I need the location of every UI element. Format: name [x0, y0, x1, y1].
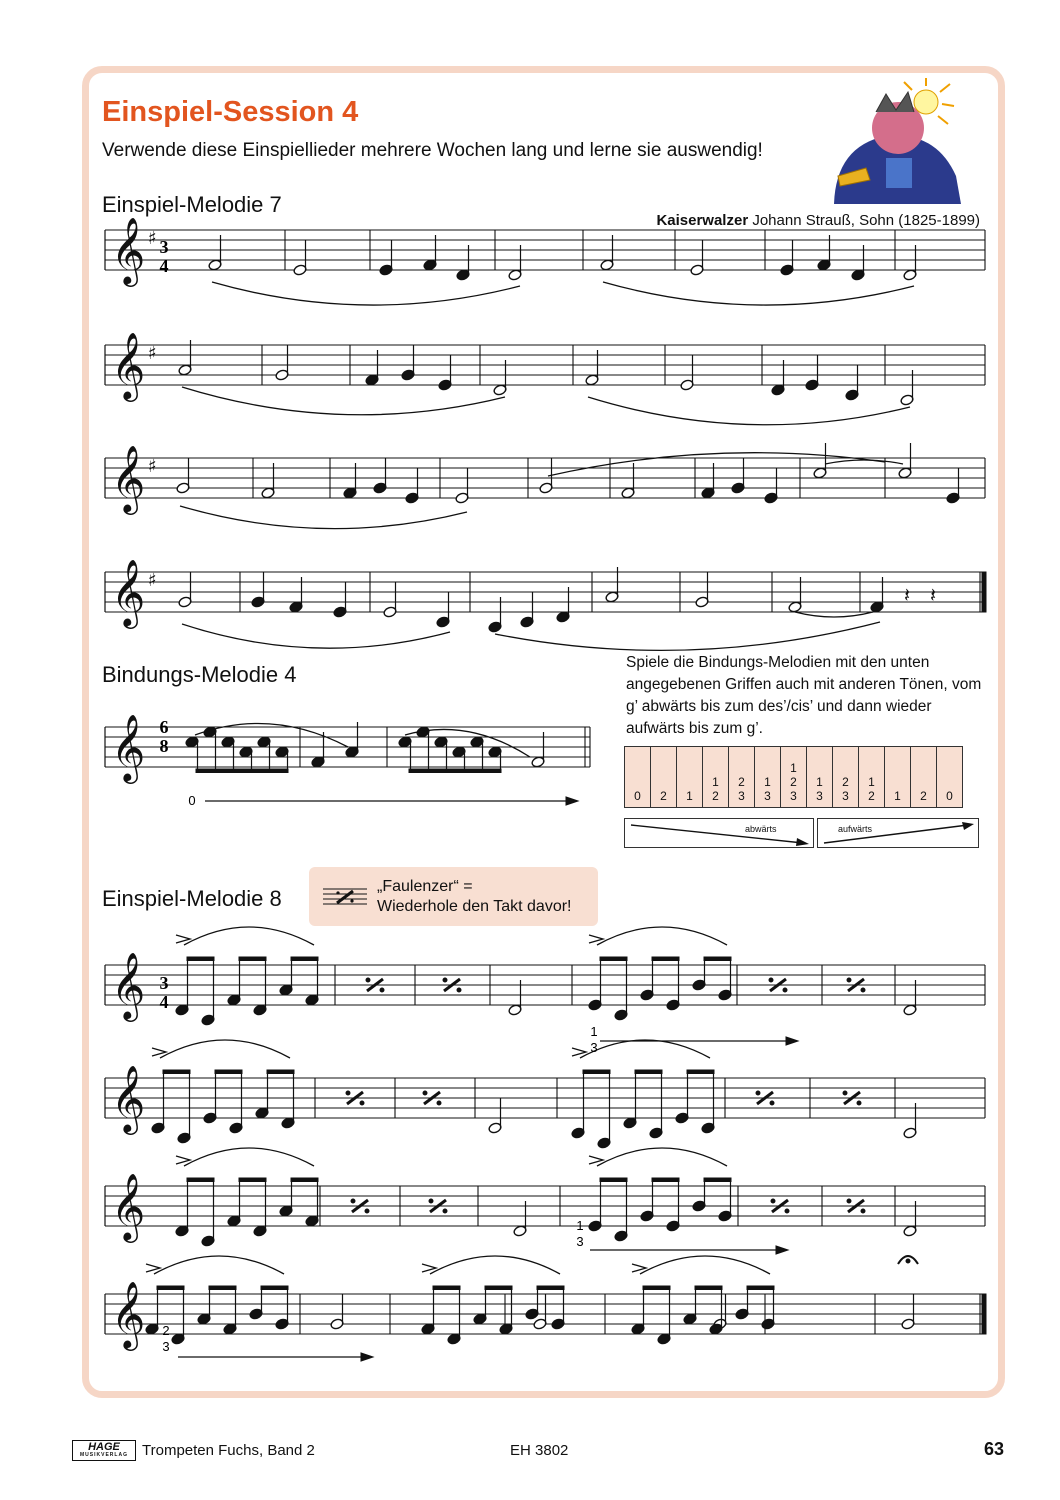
beam [704, 957, 731, 961]
page-number: 63 [983, 1439, 1004, 1459]
repeat-dot [861, 988, 865, 992]
repeat-dot [429, 1199, 433, 1203]
repeat-dot [756, 1091, 760, 1095]
treble-clef-icon: 𝄞 [111, 558, 146, 626]
repeat-dot [785, 1209, 789, 1213]
bindung-fingering: 0 [188, 793, 196, 808]
grid-cell: 1 3 [755, 747, 781, 808]
repeat-dot [769, 978, 773, 982]
melody8-heading: Einspiel-Melodie 8 [102, 886, 282, 911]
slur [548, 453, 885, 476]
fingering-a-top: 1 [590, 1024, 598, 1039]
accent-mark [422, 1264, 436, 1272]
beam [291, 957, 318, 961]
piece-title: Kaiserwalzer [656, 212, 749, 229]
melody7-heading: Einspiel-Melodie 7 [102, 192, 282, 217]
fingering-b-top: 1 [576, 1218, 584, 1233]
beam [600, 957, 627, 961]
bindung-instructions: Spiele die Bindungs-Melodien mit den unten angegebenen Griffen auch mit anderen Tönen, vom g’ abwärts bis zum des’/cis’ und dann wieder aufwärts bis zum g’. [626, 654, 982, 737]
beam [600, 1178, 627, 1182]
beam [261, 1286, 288, 1290]
beam [267, 1070, 294, 1074]
beam [409, 769, 501, 773]
accent-mark [176, 935, 190, 943]
quarter-rest-icon: 𝄽 [930, 583, 937, 607]
direction-down-box [624, 818, 814, 848]
faulenzer-text: Wiederhole den Takt davor! [377, 898, 572, 915]
accent-mark [152, 1048, 166, 1056]
quarter-rest-icon: 𝄽 [904, 583, 911, 607]
grid-cell: 1 2 [703, 747, 729, 808]
treble-clef-icon: 𝄞 [111, 951, 146, 1019]
slur [580, 1040, 710, 1058]
repeat-dot [437, 1101, 441, 1105]
slur [182, 624, 450, 648]
slur [154, 1256, 284, 1274]
composer-name: Johann Strauß, Sohn (1825-1899) [752, 212, 980, 229]
fermata-dot [906, 1259, 910, 1263]
beam [652, 1178, 679, 1182]
arrow-head [566, 797, 578, 805]
beam [239, 1178, 266, 1182]
slur [495, 622, 880, 650]
treble-clef-icon: 𝄞 [111, 1280, 146, 1348]
beam [537, 1286, 564, 1290]
beam [187, 1178, 214, 1182]
repeat-dot [783, 988, 787, 992]
faulenzer-title: „Faulenzer“ = [377, 878, 473, 895]
repeat-dot [843, 1091, 847, 1095]
up-label: aufwärts [838, 824, 873, 834]
repeat-dot [771, 1199, 775, 1203]
slur [184, 927, 314, 945]
footer-code: EH 3802 [510, 1442, 569, 1459]
slur [430, 1256, 560, 1274]
grid-cell: 2 3 [833, 747, 859, 808]
accent-mark [589, 1156, 603, 1164]
accent-mark [146, 1264, 160, 1272]
beam [485, 1286, 512, 1290]
treble-clef-icon: 𝄞 [111, 216, 146, 284]
bindung-time-top: 6 [159, 717, 169, 737]
grid-cell: 1 3 [807, 747, 833, 808]
repeat-bar-icon [323, 885, 367, 909]
beam [163, 1070, 190, 1074]
bindung-time-bottom: 8 [159, 736, 169, 756]
slur [180, 506, 467, 529]
page-title: Einspiel-Session 4 [102, 96, 359, 128]
slur [825, 460, 903, 464]
beam [635, 1070, 662, 1074]
direction-up-box [817, 818, 979, 848]
slur [182, 387, 505, 415]
grid-cell: 0 [937, 747, 963, 808]
repeat-dot [380, 988, 384, 992]
beam [215, 1070, 242, 1074]
arrow-head [786, 1037, 798, 1045]
slur [795, 612, 873, 617]
fingering-b-bottom: 3 [576, 1234, 584, 1249]
treble-clef-icon: 𝄞 [111, 331, 146, 399]
slur [597, 1148, 727, 1166]
melody8-time-top: 3 [159, 973, 169, 993]
publisher-logo: HAGE MUSIKVERLAG [72, 1440, 136, 1461]
beam [187, 957, 214, 961]
fingering-grid [624, 746, 963, 808]
treble-clef-icon: 𝄞 [111, 1064, 146, 1132]
accent-mark [632, 1264, 646, 1272]
beam [433, 1286, 460, 1290]
footer-book: Trompeten Fuchs, Band 2 [142, 1442, 315, 1459]
treble-clef-icon: 𝄞 [111, 713, 146, 781]
beam [695, 1286, 722, 1290]
page-subtitle: Verwende diese Einspiellieder mehrere Wochen lang und lerne sie auswendig! [102, 140, 763, 161]
repeat-dot [770, 1101, 774, 1105]
grid-cell: 1 [677, 747, 703, 808]
repeat-dot [443, 1209, 447, 1213]
repeat-dot [443, 978, 447, 982]
beam [747, 1286, 774, 1290]
repeat-dot [847, 1199, 851, 1203]
repeat-dot [861, 1209, 865, 1213]
repeat-dot [365, 1209, 369, 1213]
beam [157, 1286, 184, 1290]
melody7-time-bottom: 4 [159, 256, 169, 276]
repeat-dot [457, 988, 461, 992]
arrow-head [361, 1353, 373, 1361]
down-label: abwärts [745, 824, 777, 834]
grid-cell: 2 [911, 747, 937, 808]
treble-clef-icon: 𝄞 [111, 444, 146, 512]
fingering-a-bottom: 3 [590, 1040, 598, 1055]
repeat-dot [423, 1091, 427, 1095]
grid-cell: 2 3 [729, 747, 755, 808]
treble-clef-icon: 𝄞 [111, 1172, 146, 1240]
melody7-time-top: 3 [159, 237, 169, 257]
slur [160, 1040, 290, 1058]
repeat-dot [351, 1199, 355, 1203]
sharp-icon: ♯ [148, 456, 157, 477]
faulenzer-box [309, 867, 598, 926]
grid-cell: 1 [885, 747, 911, 808]
fingering-c-bottom: 3 [162, 1339, 170, 1354]
grid-cell: 2 [651, 747, 677, 808]
accent-mark [572, 1048, 586, 1056]
repeat-dot [360, 1101, 364, 1105]
slur [588, 397, 910, 425]
grid-cell: 1 2 3 [781, 747, 807, 808]
arrow-head [776, 1246, 788, 1254]
fingering-c-top: 2 [162, 1323, 170, 1338]
sharp-icon: ♯ [148, 570, 157, 591]
repeat-dot [366, 978, 370, 982]
beam [583, 1070, 610, 1074]
repeat-dot [346, 1091, 350, 1095]
slur [597, 927, 727, 945]
beam [196, 769, 288, 773]
beam [704, 1178, 731, 1182]
accent-mark [176, 1156, 190, 1164]
beam [239, 957, 266, 961]
slur [212, 282, 520, 305]
grid-cell: 1 2 [859, 747, 885, 808]
beam [209, 1286, 236, 1290]
final-barline [982, 1294, 986, 1334]
repeat-dot [847, 978, 851, 982]
beam [643, 1286, 670, 1290]
final-barline [982, 572, 986, 612]
repeat-dot [857, 1101, 861, 1105]
beam [291, 1178, 318, 1182]
slur [640, 1256, 770, 1274]
slur [603, 282, 914, 305]
bindung-heading: Bindungs-Melodie 4 [102, 662, 297, 687]
melody8-time-bottom: 4 [159, 992, 169, 1012]
beam [687, 1070, 714, 1074]
sharp-icon: ♯ [148, 228, 157, 249]
sharp-icon: ♯ [148, 343, 157, 364]
accent-mark [589, 935, 603, 943]
grid-cell: 0 [625, 747, 651, 808]
beam [652, 957, 679, 961]
slur [184, 1148, 314, 1166]
